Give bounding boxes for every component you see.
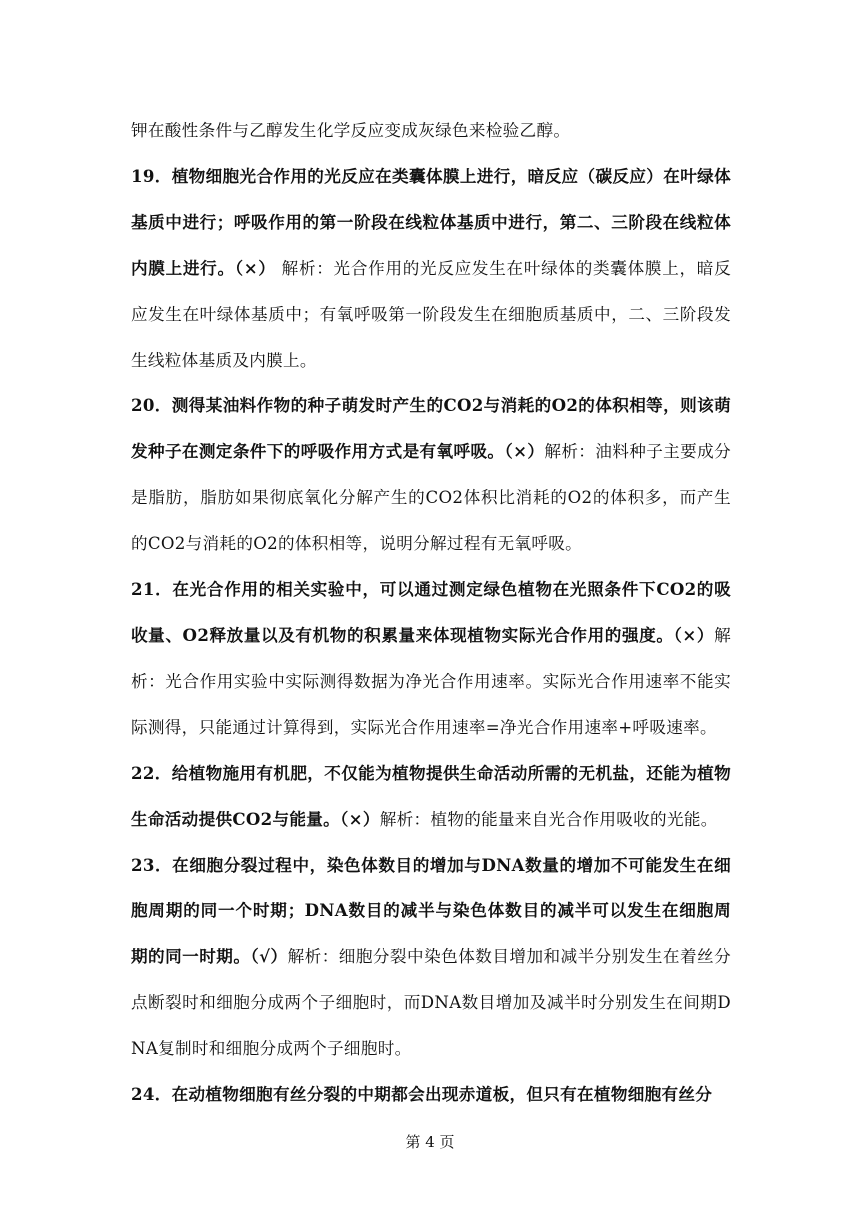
answer-mark: （×） <box>234 257 276 278</box>
question-text: 24．在动植物细胞有丝分裂的中期都会出现赤道板，但只有在植物细胞有丝分 <box>131 1084 713 1105</box>
answer-mark: （√） <box>250 946 288 967</box>
question-text: 22．给植物施用有机肥，不仅能为植物提供生命活动所需的无机盐，还能为植物生命活动提供CO2与能量。 <box>131 762 731 829</box>
lead-line: 钾在酸性条件与乙醇发生化学反应变成灰绿色来检验乙醇。 <box>131 121 571 140</box>
question-23 <box>131 843 731 1073</box>
question-20 <box>131 383 731 567</box>
question-text: 20．测得某油料作物的种子萌发时产生的CO2与消耗的O2的体积相等，则该萌发种子在测定条件下的呼吸作用方式是有氧呼吸。 <box>131 395 731 462</box>
explanation-text: 解析：细胞分裂中染色体数目增加和减半分别发生在着丝分点断裂时和细胞分成两个子细胞时，而DNA数目增加及减半时分别发生在间期DNA复制时和细胞分成两个子细胞时。 <box>131 947 731 1059</box>
explanation-text: 解析：光合作用实验中实际测得数据为净光合作用速率。实际光合作用速率不能实际测得，只能通过计算得到，实际光合作用速率=净光合作用速率+呼吸速率。 <box>131 625 731 737</box>
answer-mark: （×） <box>673 624 715 645</box>
question-text: 23．在细胞分裂过程中，染色体数目的增加与DNA数量的增加不可能发生在细胞周期的同一个时期；DNA数目的减半与染色体数目的减半可以发生在细胞周期的同一时期。 <box>131 854 731 967</box>
explanation-text: 解析：光合作用的光反应发生在叶绿体的类囊体膜上，暗反应发生在叶绿体基质中；有氧呼吸第一阶段发生在细胞质基质中，二、三阶段发生线粒体基质及内膜上。 <box>131 258 731 370</box>
answer-mark: （×） <box>340 808 380 829</box>
page-footer <box>0 1132 860 1152</box>
question-24 <box>131 1072 731 1118</box>
page-body <box>131 108 731 1118</box>
explanation-text: 解析：植物的能量来自光合作用吸收的光能。 <box>379 809 718 829</box>
question-22 <box>131 751 731 843</box>
answer-mark: （×） <box>504 441 545 462</box>
question-21 <box>131 567 731 751</box>
page-number: 第 4 页 <box>405 1133 455 1151</box>
explanation-text: 解析：油料种子主要成分是脂肪，脂肪如果彻底氧化分解产生的CO2体积比消耗的O2的体积多，而产生的CO2与消耗的O2的体积相等，说明分解过程有无氧呼吸。 <box>131 442 731 554</box>
question-text: 21．在光合作用的相关实验中，可以通过测定绿色植物在光照条件下CO2的吸收量、O2释放量以及有机物的积累量来体现植物实际光合作用的强度。 <box>131 579 731 645</box>
question-19 <box>131 154 731 384</box>
question-text: 19．植物细胞光合作用的光反应在类囊体膜上进行，暗反应（碳反应）在叶绿体基质中进行；呼吸作用的第一阶段在线粒体基质中进行，第二、三阶段在线粒体内膜上进行。 <box>131 165 731 278</box>
lead-paragraph <box>131 108 731 154</box>
